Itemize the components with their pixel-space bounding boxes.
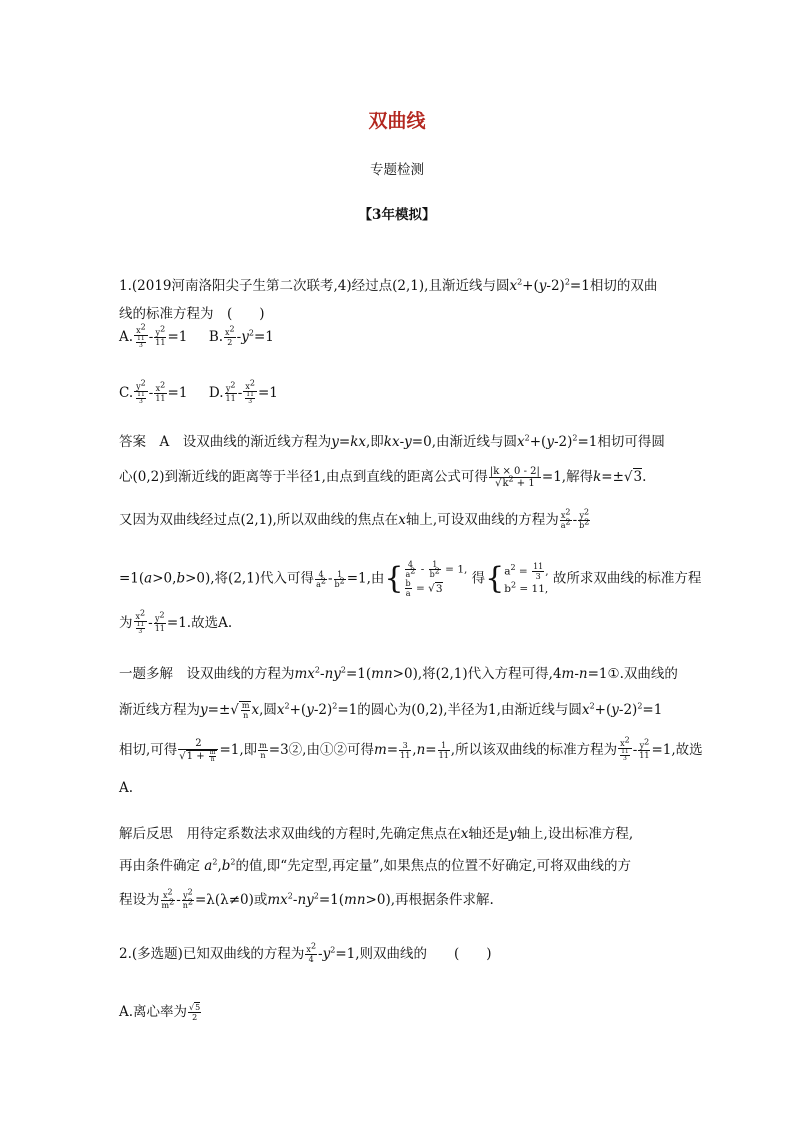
q1-options-cd: C. $\frac{y^2}{\frac{11}{3}}$ - $\frac{x^2}{11}$ =1 D. $\frac{y^2}{11}$ - $\frac{x^2}{\frac{11}{3}}$ =1	[119, 378, 278, 405]
q1-answer-line4: =1(a>0,b>0),将(2,1)代入可得 $\frac{4}{a^2}$ - $\frac{1}{b^2}$ =1,由{ $\frac{4}{a^2}$ - $\frac{1}{b^2}$ = 1, $\frac{b}{a}$ = √3 得{$a^2$ = $\frac{11}{3}$ , $b^2 = 11$, 故所求双曲线的标准方程	[119, 560, 702, 598]
q1-answer-line2: 心(0,2)到渐近线的距离等于半径1,由点到直线的距离公式可得 $\frac{|k \times 0 - 2|}{√k^2 + 1}$ =1,解得k=±√3.	[119, 466, 647, 489]
q1-reflection-line2: 再由条件确定 $a^2,b^2$的值,即“先定型,再定量”,如果焦点的位置不好确定,可将双曲线的方	[119, 857, 631, 874]
page-title: 双曲线	[368, 110, 426, 132]
q1-reflection-line1: 解后反思 用待定系数法求双曲线的方程时,先确定焦点在x轴还是y轴上,设出标准方程,	[119, 826, 634, 842]
q1-alt-line2: 渐近线方程为y=±√ $\frac{m}{n}$ x,圆$x^2+(y-2)^2=1$的圆心为(0,2),半径为1,由渐近线与圆$x^2+(y-2)^2=1$	[119, 701, 663, 720]
q1-options-ab: A. $\frac{x^2}{\frac{11}{3}}$ - $\frac{y^2}{11}$ =1 B. $\frac{x^2}{2}$ $-y^2=1$	[119, 322, 274, 349]
q2-stem: 2.(多选题)已知双曲线的方程为 $\frac{x^2}{4}$ $-y^2=1$,则双曲线的 ( )	[119, 941, 492, 964]
q1-alt-line1: 一题多解 设双曲线的方程为$mx^2-ny^2=1(mn>0)$,将(2,1)代入方程可得,4m-n=1①.双曲线的	[119, 665, 678, 682]
q1-answer-line3: 又因为双曲线经过点(2,1),所以双曲线的焦点在x轴上,可设双曲线的方程为 $\frac{x^2}{a^2}$ - $\frac{y^2}{b^2}$	[119, 507, 590, 530]
q1-alt-line4: A.	[119, 780, 134, 796]
q1-stem-line1: 1.(2019河南洛阳尖子生第二次联考,4)经过点(2,1),且渐近线与圆$x^2+(y-2)^2=1$相切的双曲	[119, 277, 658, 294]
q1-reflection-line3: 程设为 $\frac{x^2}{m^2}$ - $\frac{y^2}{n^2}$ =λ(λ≠0)或$mx^2-ny^2=1(mn>0)$,再根据条件求解.	[119, 887, 494, 910]
q1-stem-line2: 线的标准方程为 ( )	[119, 306, 265, 322]
q1-answer-line1: 答案 A 设双曲线的渐近线方程为y=kx,即kx-y=0,由渐近线与圆$x^2+(y-2)^2=1$相切可得圆	[119, 433, 665, 450]
q1-answer-line5: 为 $\frac{x^2}{\frac{11}{3}}$ - $\frac{y^2}{11}$ =1.故选A.	[119, 608, 233, 635]
page-subtitle: 专题检测	[370, 162, 424, 178]
section-tag: 【3年模拟】	[358, 207, 436, 223]
q1-alt-line3: 相切,可得 2 √1 + $\frac{m}{n}$ =1,即 $\frac{m}{n}$ =3②,由①②可得m= $\frac{3}{11}$ ,n= $\frac{1}{11}$ ,所以该双曲线的标准方程为 $\frac{x^2}{\frac{11}{3}}$ - $\frac{y^2}{11}$ =1,故选	[119, 735, 703, 763]
q2-option-a: A.离心率为 $\frac{√5}{2}$	[119, 1003, 201, 1022]
